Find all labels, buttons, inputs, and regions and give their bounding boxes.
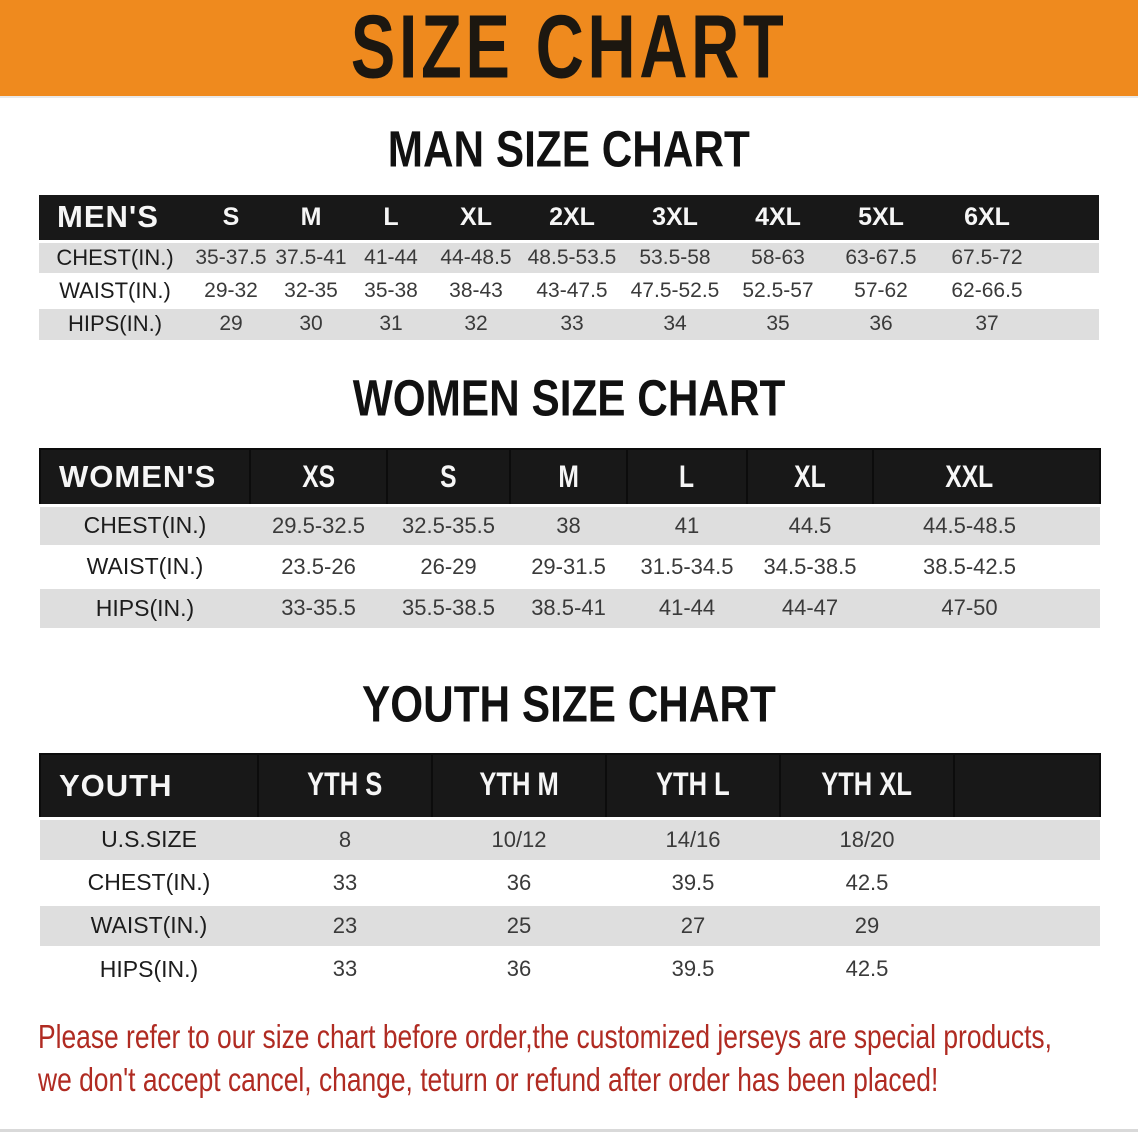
size-value-cell: 38 — [510, 505, 627, 546]
header-row — [40, 754, 1100, 818]
size-chart-sections — [0, 120, 1138, 990]
header-filler-cell — [954, 754, 1100, 818]
section-youth — [0, 675, 1138, 990]
size-column-header: M — [271, 195, 351, 241]
measurement-row-label: U.S.SIZE — [40, 818, 258, 861]
size-value-cell: 30 — [271, 307, 351, 340]
size-value-cell: 44-48.5 — [431, 241, 521, 274]
size-value-cell: 47.5-52.5 — [623, 274, 727, 307]
size-column-header: YTH M — [432, 754, 606, 818]
table-title-cell: MEN'S — [39, 195, 191, 241]
section-men — [0, 120, 1138, 340]
size-value-cell: 31.5-34.5 — [627, 546, 747, 587]
table-row — [40, 587, 1100, 628]
measurement-row-label: CHEST(IN.) — [39, 241, 191, 274]
measurement-row-label: HIPS(IN.) — [40, 587, 250, 628]
size-value-cell: 47-50 — [873, 587, 1100, 628]
size-value-cell: 34.5-38.5 — [747, 546, 873, 587]
section-women — [0, 369, 1138, 628]
size-column-header: L — [351, 195, 431, 241]
size-value-cell: 62-66.5 — [933, 274, 1099, 307]
table-row — [40, 505, 1100, 546]
filler-cell — [954, 818, 1100, 861]
size-value-cell: 32 — [431, 307, 521, 340]
disclaimer — [38, 1015, 1138, 1101]
size-value-cell: 38.5-42.5 — [873, 546, 1100, 587]
measurement-row-label: CHEST(IN.) — [40, 861, 258, 904]
size-value-cell: 39.5 — [606, 947, 780, 990]
size-value-cell: 31 — [351, 307, 431, 340]
women-size-table — [39, 448, 1101, 628]
size-value-cell: 35-38 — [351, 274, 431, 307]
size-value-cell: 27 — [606, 904, 780, 947]
size-value-cell: 29 — [780, 904, 954, 947]
size-value-cell: 38.5-41 — [510, 587, 627, 628]
disclaimer-line-1: Please refer to our size chart before order,the customized jerseys are special products, — [38, 1018, 1052, 1055]
size-value-cell: 32-35 — [271, 274, 351, 307]
filler-cell — [954, 861, 1100, 904]
size-column-header: XL — [747, 449, 873, 505]
size-value-cell: 44.5-48.5 — [873, 505, 1100, 546]
table-row — [40, 861, 1100, 904]
size-value-cell: 29 — [191, 307, 271, 340]
men-size-table — [39, 195, 1099, 340]
size-value-cell: 33 — [521, 307, 623, 340]
size-value-cell: 36 — [829, 307, 933, 340]
size-value-cell: 18/20 — [780, 818, 954, 861]
size-value-cell: 41 — [627, 505, 747, 546]
size-value-cell: 43-47.5 — [521, 274, 623, 307]
size-value-cell: 52.5-57 — [727, 274, 829, 307]
table-row — [39, 274, 1099, 307]
size-column-header: 2XL — [521, 195, 623, 241]
size-value-cell: 33 — [258, 861, 432, 904]
size-value-cell: 35 — [727, 307, 829, 340]
table-row — [39, 241, 1099, 274]
size-value-cell: 42.5 — [780, 861, 954, 904]
filler-cell — [954, 904, 1100, 947]
size-value-cell: 44.5 — [747, 505, 873, 546]
size-value-cell: 23.5-26 — [250, 546, 387, 587]
measurement-row-label: WAIST(IN.) — [40, 546, 250, 587]
size-value-cell: 35.5-38.5 — [387, 587, 510, 628]
size-value-cell: 67.5-72 — [933, 241, 1099, 274]
size-value-cell: 26-29 — [387, 546, 510, 587]
size-value-cell: 36 — [432, 947, 606, 990]
size-value-cell: 10/12 — [432, 818, 606, 861]
size-column-header: S — [387, 449, 510, 505]
table-title-cell: YOUTH — [40, 754, 258, 818]
size-value-cell: 33-35.5 — [250, 587, 387, 628]
size-column-header: S — [191, 195, 271, 241]
table-title-cell: WOMEN'S — [40, 449, 250, 505]
size-value-cell: 41-44 — [351, 241, 431, 274]
section-heading-men: MAN SIZE CHART — [387, 120, 751, 178]
size-value-cell: 32.5-35.5 — [387, 505, 510, 546]
size-column-header: YTH XL — [780, 754, 954, 818]
size-column-header: YTH S — [258, 754, 432, 818]
size-column-header: 4XL — [727, 195, 829, 241]
measurement-row-label: HIPS(IN.) — [40, 947, 258, 990]
size-value-cell: 29-31.5 — [510, 546, 627, 587]
disclaimer-line-2: we don't accept cancel, change, teturn or refund after order has been placed! — [38, 1061, 939, 1098]
filler-cell — [954, 947, 1100, 990]
measurement-row-label: WAIST(IN.) — [39, 274, 191, 307]
size-column-header: 3XL — [623, 195, 727, 241]
size-value-cell: 38-43 — [431, 274, 521, 307]
size-value-cell: 44-47 — [747, 587, 873, 628]
size-value-cell: 8 — [258, 818, 432, 861]
size-column-header: XL — [431, 195, 521, 241]
size-value-cell: 34 — [623, 307, 727, 340]
section-heading-women: WOMEN SIZE CHART — [352, 369, 786, 427]
size-value-cell: 42.5 — [780, 947, 954, 990]
table-row — [40, 947, 1100, 990]
measurement-row-label: CHEST(IN.) — [40, 505, 250, 546]
size-column-header: 5XL — [829, 195, 933, 241]
size-value-cell: 23 — [258, 904, 432, 947]
size-value-cell: 36 — [432, 861, 606, 904]
size-column-header: M — [510, 449, 627, 505]
table-row — [40, 818, 1100, 861]
size-value-cell: 58-63 — [727, 241, 829, 274]
size-value-cell: 35-37.5 — [191, 241, 271, 274]
size-value-cell: 33 — [258, 947, 432, 990]
banner-title — [321, 0, 817, 97]
banner-title-text: SIZE CHART — [350, 0, 788, 98]
size-value-cell: 29-32 — [191, 274, 271, 307]
size-value-cell: 48.5-53.5 — [521, 241, 623, 274]
size-value-cell: 63-67.5 — [829, 241, 933, 274]
size-value-cell: 25 — [432, 904, 606, 947]
youth-size-table — [39, 753, 1101, 990]
measurement-row-label: WAIST(IN.) — [40, 904, 258, 947]
header-row — [40, 449, 1100, 505]
banner — [0, 0, 1138, 98]
size-column-header: L — [627, 449, 747, 505]
size-column-header: XS — [250, 449, 387, 505]
size-value-cell: 37.5-41 — [271, 241, 351, 274]
table-row — [40, 546, 1100, 587]
header-row — [39, 195, 1099, 241]
size-value-cell: 37 — [933, 307, 1099, 340]
table-row — [39, 307, 1099, 340]
measurement-row-label: HIPS(IN.) — [39, 307, 191, 340]
size-value-cell: 53.5-58 — [623, 241, 727, 274]
size-column-header: YTH L — [606, 754, 780, 818]
size-value-cell: 39.5 — [606, 861, 780, 904]
size-value-cell: 14/16 — [606, 818, 780, 861]
table-row — [40, 904, 1100, 947]
size-value-cell: 57-62 — [829, 274, 933, 307]
section-heading-youth: YOUTH SIZE CHART — [362, 675, 776, 733]
size-value-cell: 41-44 — [627, 587, 747, 628]
size-column-header: XXL — [873, 449, 1100, 505]
size-column-header: 6XL — [933, 195, 1099, 241]
size-value-cell: 29.5-32.5 — [250, 505, 387, 546]
